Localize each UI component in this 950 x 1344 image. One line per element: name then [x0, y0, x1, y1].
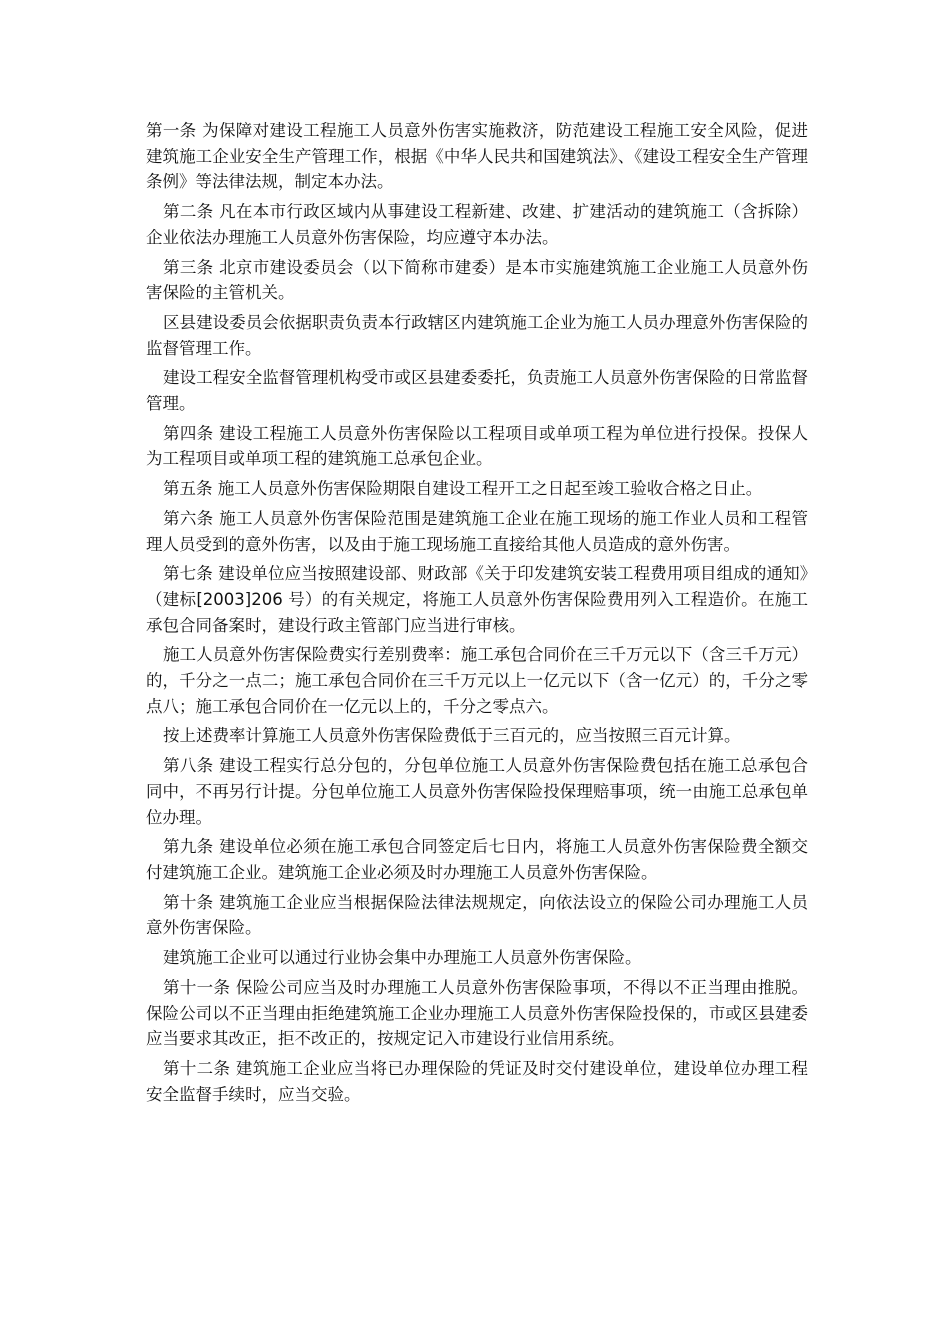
article-7-paragraph-2: 施工人员意外伤害保险费实行差别费率：施工承包合同价在三千万元以下（含三千万元）的，千分之一点二；施工承包合同价在三千万元以上一亿元以下（含一亿元）的，千分之零点八；施工承包合同价在一亿元以上的，千分之零点六。 [146, 645, 808, 716]
article-5: 第五条 施工人员意外伤害保险期限自建设工程开工之日起至竣工验收合格之日止。 [163, 479, 763, 499]
article-11: 第十一条 保险公司应当及时办理施工人员意外伤害保险事项，不得以不正当理由推脱。保险公司以不正当理由拒绝建筑施工企业办理施工人员意外伤害保险投保的，市或区县建委应当要求其改正，拒不改正的，按规定记入市建设行业信用系统。 [146, 977, 808, 1049]
article-9: 第九条 建设单位必须在施工承包合同签定后七日内，将施工人员意外伤害保险费全额交付建筑施工企业。建筑施工企业必须及时办理施工人员意外伤害保险。 [146, 837, 808, 882]
article-8: 第八条 建设工程实行总分包的，分包单位施工人员意外伤害保险费包括在施工总承包合同中，不再另行计提。分包单位施工人员意外伤害保险投保理赔事项，统一由施工总承包单位办理。 [146, 756, 808, 827]
article-1: 第一条 为保障对建设工程施工人员意外伤害实施救济，防范建设工程施工安全风险，促进建筑施工企业安全生产管理工作，根据《中华人民共和国建筑法》、《建设工程安全生产管理条例》等法律法规，制定本办法。 [146, 121, 808, 192]
article-4: 第四条 建设工程施工人员意外伤害保险以工程项目或单项工程为单位进行投保。投保人为工程项目或单项工程的建筑施工总承包企业。 [146, 423, 808, 469]
article-10: 第十条 建筑施工企业应当根据保险法律法规规定，向依法设立的保险公司办理施工人员意外伤害保险。 [146, 892, 808, 938]
article-3: 第三条 北京市建设委员会（以下简称市建委）是本市实施建筑施工企业施工人员意外伤害保险的主管机关。 [146, 257, 808, 303]
article-7: 第七条 建设单位应当按照建设部、财政部《关于印发建筑安装工程费用项目组成的通知》（建标[2003]206 号）的有关规定，将施工人员意外伤害保险费用列入工程造价。在施工承包合同备案时，建设行政主管部门应当进行审核。 [146, 564, 808, 635]
article-6: 第六条 施工人员意外伤害保险范围是建筑施工企业在施工现场的施工作业人员和工程管理人员受到的意外伤害，以及由于施工现场施工直接给其他人员造成的意外伤害。 [146, 508, 808, 554]
article-10-paragraph-2: 建筑施工企业可以通过行业协会集中办理施工人员意外伤害保险。 [163, 948, 642, 968]
article-7-paragraph-3: 按上述费率计算施工人员意外伤害保险费低于三百元的，应当按照三百元计算。 [163, 726, 741, 746]
article-3-paragraph-3: 建设工程安全监督管理机构受市或区县建委委托，负责施工人员意外伤害保险的日常监督管理。 [146, 368, 808, 414]
article-3-paragraph-2: 区县建设委员会依据职责负责本行政辖区内建筑施工企业为施工人员办理意外伤害保险的监督管理工作。 [146, 312, 808, 358]
article-12: 第十二条 建筑施工企业应当将已办理保险的凭证及时交付建设单位，建设单位办理工程安全监督手续时，应当交验。 [146, 1058, 808, 1104]
document-body [146, 118, 808, 1111]
article-2: 第二条 凡在本市行政区域内从事建设工程新建、改建、扩建活动的建筑施工（含拆除）企业依法办理施工人员意外伤害保险，均应遵守本办法。 [146, 202, 808, 247]
